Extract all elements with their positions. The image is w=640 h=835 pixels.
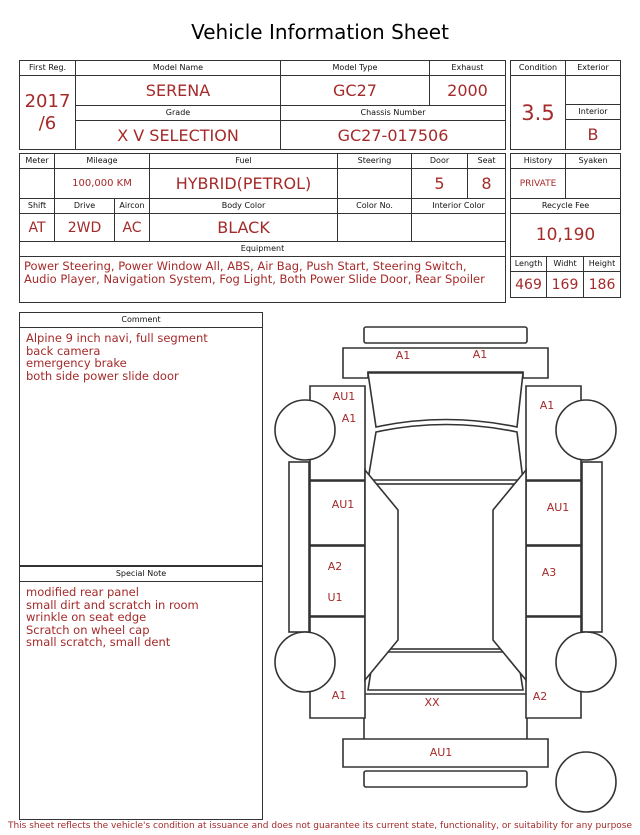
model-name-label: Model Name — [76, 61, 281, 76]
condition-value: 3.5 — [511, 76, 566, 150]
comment-line: back camera — [26, 343, 101, 358]
body-color-label: Body Color — [150, 199, 338, 214]
left-front-door — [310, 481, 365, 545]
special-note-line: wrinkle on seat edge — [26, 610, 147, 624]
right-rear-door — [526, 546, 581, 616]
model-type-value: GC27 — [281, 76, 430, 106]
special-note-line: modified rear panel — [26, 585, 139, 599]
damage-front-right: A1 — [472, 348, 488, 361]
damage-rear-door-left-1: A2 — [327, 560, 343, 573]
seat-label: Seat — [468, 154, 506, 169]
recycle-fee-value: 10,190 — [511, 214, 621, 257]
fuel-label: Fuel — [150, 154, 338, 169]
exterior-label: Exterior — [566, 61, 621, 76]
model-name-value: SERENA — [76, 76, 281, 106]
recycle-fee-label: Recycle Fee — [511, 199, 621, 214]
equipment-value: Power Steering, Power Window All, ABS, Air Bag, Push Start, Steering Switch, Audio Player, Navigation System, Fog Light, Both Power Slide Door, Rear Spoiler — [20, 257, 506, 303]
damage-fender-left-1: AU1 — [332, 390, 356, 403]
aircon-label: Aircon — [115, 199, 150, 214]
comment-label: Comment — [20, 313, 262, 328]
mileage-label: Mileage — [55, 154, 150, 169]
height-label: Height — [584, 257, 621, 272]
first-reg-year: 2017 — [24, 90, 71, 112]
interior-color-label: Interior Color — [412, 199, 506, 214]
disclaimer-footer: This sheet reflects the vehicle's condition at issuance and does not guarantee its current state, functionality, or suitability for any purpose — [7, 821, 633, 831]
front-right-wheel — [556, 400, 616, 460]
back-door — [364, 694, 527, 740]
first-reg-month: /6 — [38, 112, 57, 134]
syaken-label: Syaken — [566, 154, 621, 169]
mileage-value: 100,000 KM — [55, 169, 150, 199]
special-note-line: Scratch on wheel cap — [26, 622, 150, 637]
grade-value: X V SELECTION — [76, 121, 281, 150]
height-value: 186 — [584, 272, 621, 298]
page-title: Vehicle Information Sheet — [191, 20, 449, 44]
damage-rear-bumper: AU1 — [429, 746, 453, 759]
damage-fender-right: A1 — [539, 399, 555, 412]
drive-label: Drive — [55, 199, 115, 214]
drive-value: 2WD — [55, 214, 115, 242]
special-note-label: Special Note — [20, 567, 262, 582]
damage-rear-door-left-2: U1 — [327, 591, 343, 604]
exhaust-value: 2000 — [430, 76, 506, 106]
aircon-value: AC — [115, 214, 150, 242]
door-label: Door — [412, 154, 468, 169]
damage-rear-quarter-left: A1 — [331, 689, 347, 702]
steering-label: Steering — [338, 154, 412, 169]
length-value: 469 — [511, 272, 547, 298]
special-note-line: small scratch, small dent — [26, 635, 171, 649]
body-color-value: BLACK — [150, 214, 338, 242]
hood — [368, 373, 523, 427]
chassis-value: GC27-017506 — [281, 121, 506, 150]
condition-label: Condition — [511, 61, 566, 76]
interior-label: Interior — [566, 105, 621, 120]
spare-wheel — [556, 752, 616, 812]
damage-fender-left-2: A1 — [341, 412, 357, 425]
rear-plate-panel — [364, 771, 527, 787]
rear-window — [368, 652, 523, 690]
right-side-skirt — [582, 462, 602, 632]
first-reg-label: First Reg. — [20, 61, 76, 76]
fuel-value: HYBRID(PETROL) — [150, 169, 338, 199]
comment-line: Alpine 9 inch navi, full segment — [26, 331, 208, 345]
history-label: History — [511, 154, 566, 169]
special-note-line: small dirt and scratch in room — [26, 597, 199, 612]
exhaust-label: Exhaust — [430, 61, 506, 76]
width-label: Widht — [547, 257, 584, 272]
grade-label: Grade — [76, 106, 281, 121]
length-label: Length — [511, 257, 547, 272]
damage-rear-door-right: A3 — [541, 566, 557, 579]
windshield — [368, 425, 523, 481]
left-side-skirt — [289, 462, 309, 632]
model-type-label: Model Type — [281, 61, 430, 76]
damage-back-door: XX — [424, 696, 440, 709]
damage-front-door-right: AU1 — [546, 501, 570, 514]
damage-rear-quarter-right: A2 — [532, 690, 548, 703]
seat-value: 8 — [468, 169, 506, 199]
damage-front-left: A1 — [395, 349, 411, 362]
shift-label: Shift — [20, 199, 55, 214]
comment-line: emergency brake — [26, 356, 127, 370]
door-value: 5 — [412, 169, 468, 199]
history-value: PRIVATE — [511, 169, 566, 199]
rear-left-wheel — [275, 632, 335, 692]
meter-label: Meter — [20, 154, 55, 169]
rear-right-wheel — [556, 632, 616, 692]
left-rear-door — [310, 546, 365, 616]
chassis-label: Chassis Number — [281, 106, 506, 121]
front-grille-panel — [364, 327, 527, 343]
interior-value: B — [566, 120, 621, 150]
color-no-label: Color No. — [338, 199, 412, 214]
front-left-wheel — [275, 400, 335, 460]
damage-front-door-left: AU1 — [331, 498, 355, 511]
width-value: 169 — [547, 272, 584, 298]
equipment-label: Equipment — [20, 242, 506, 257]
comment-line: both side power slide door — [26, 368, 179, 383]
shift-value: AT — [20, 214, 55, 242]
